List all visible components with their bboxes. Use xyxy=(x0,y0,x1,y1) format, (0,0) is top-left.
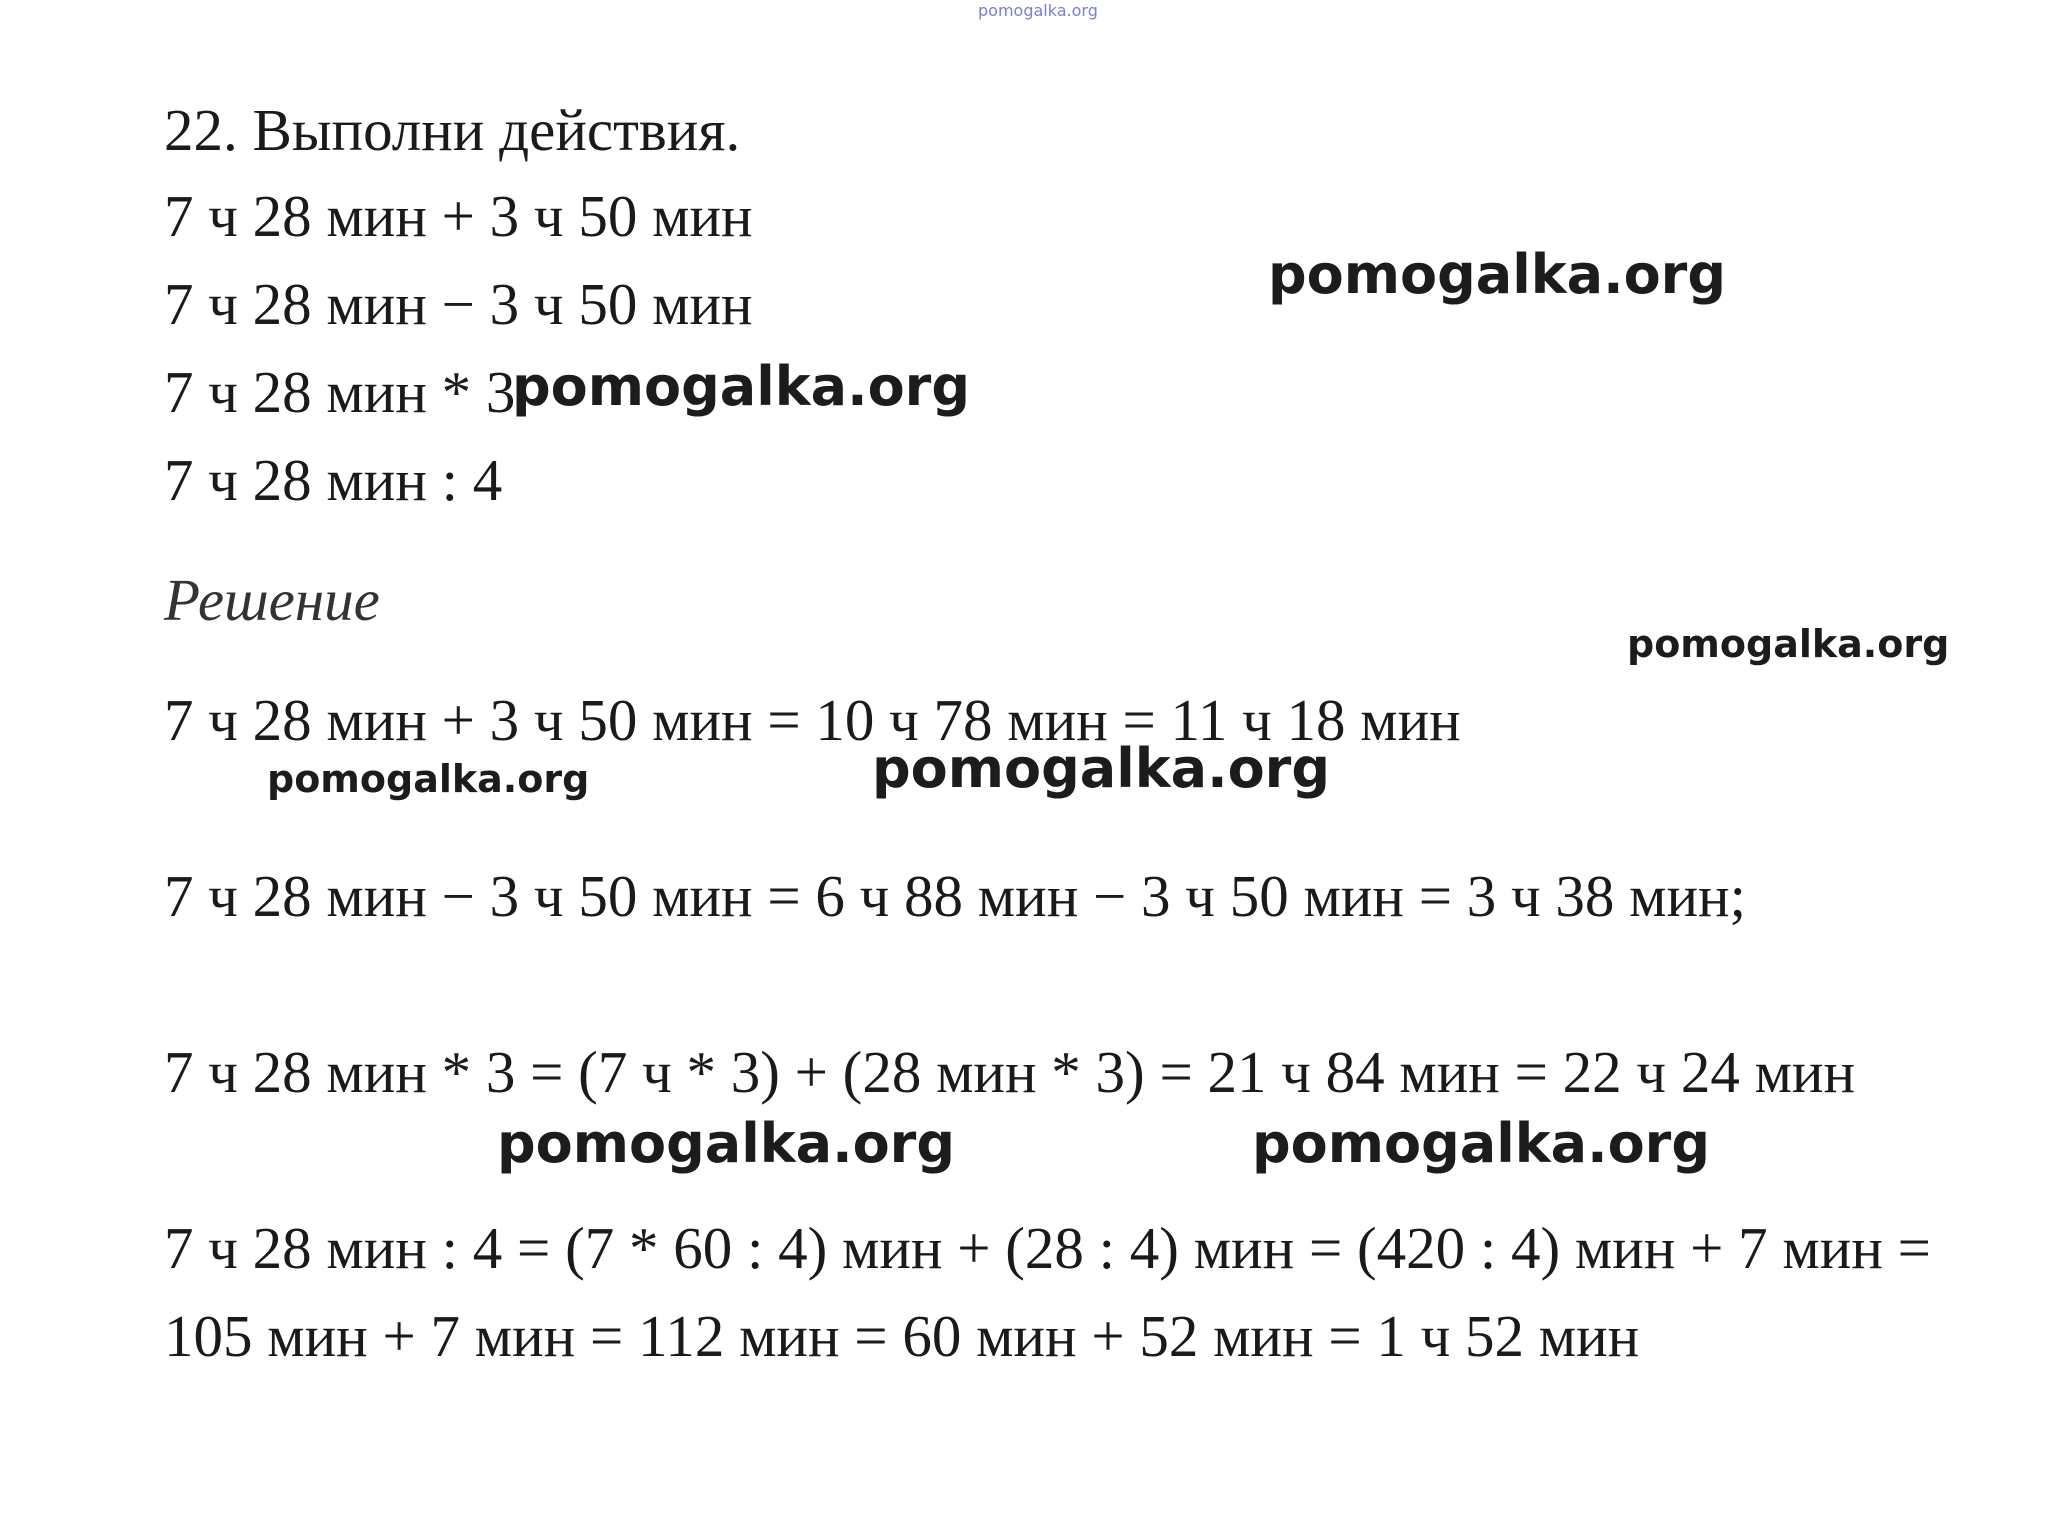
watermark-1: pomogalka.org xyxy=(1268,243,1726,306)
watermark-3: pomogalka.org xyxy=(1627,622,1950,666)
watermark-4: pomogalka.org xyxy=(267,757,590,801)
task-line-3: 7 ч 28 мин * 3 xyxy=(164,359,516,425)
watermark-5: pomogalka.org xyxy=(872,737,1330,800)
solution-line-4: 7 ч 28 мин : 4 = (7 * 60 : 4) мин + (28 : 4) мин = (420 : 4) мин + 7 мин = xyxy=(164,1215,1931,1281)
solution-line-3: 7 ч 28 мин * 3 = (7 ч * 3) + (28 мин * 3) = 21 ч 84 мин = 22 ч 24 мин xyxy=(164,1039,1856,1105)
solution-line-2: 7 ч 28 мин − 3 ч 50 мин = 6 ч 88 мин − 3 ч 50 мин = 3 ч 38 мин; xyxy=(164,863,1747,929)
watermark-top: pomogalka.org xyxy=(978,1,1098,20)
watermark-2: pomogalka.org xyxy=(512,355,970,418)
solution-line-5: 105 мин + 7 мин = 112 мин = 60 мин + 52 мин = 1 ч 52 мин xyxy=(164,1303,1640,1369)
task-title: 22. Выполни действия. xyxy=(164,97,741,163)
solution-line-1: 7 ч 28 мин + 3 ч 50 мин = 10 ч 78 мин = 11 ч 18 мин xyxy=(164,687,1461,753)
task-line-1: 7 ч 28 мин + 3 ч 50 мин xyxy=(164,183,753,249)
task-line-4: 7 ч 28 мин : 4 xyxy=(164,447,503,513)
watermark-6: pomogalka.org xyxy=(497,1112,955,1175)
task-line-2: 7 ч 28 мин − 3 ч 50 мин xyxy=(164,271,753,337)
watermark-7: pomogalka.org xyxy=(1252,1112,1710,1175)
solution-heading: Решение xyxy=(164,567,380,633)
